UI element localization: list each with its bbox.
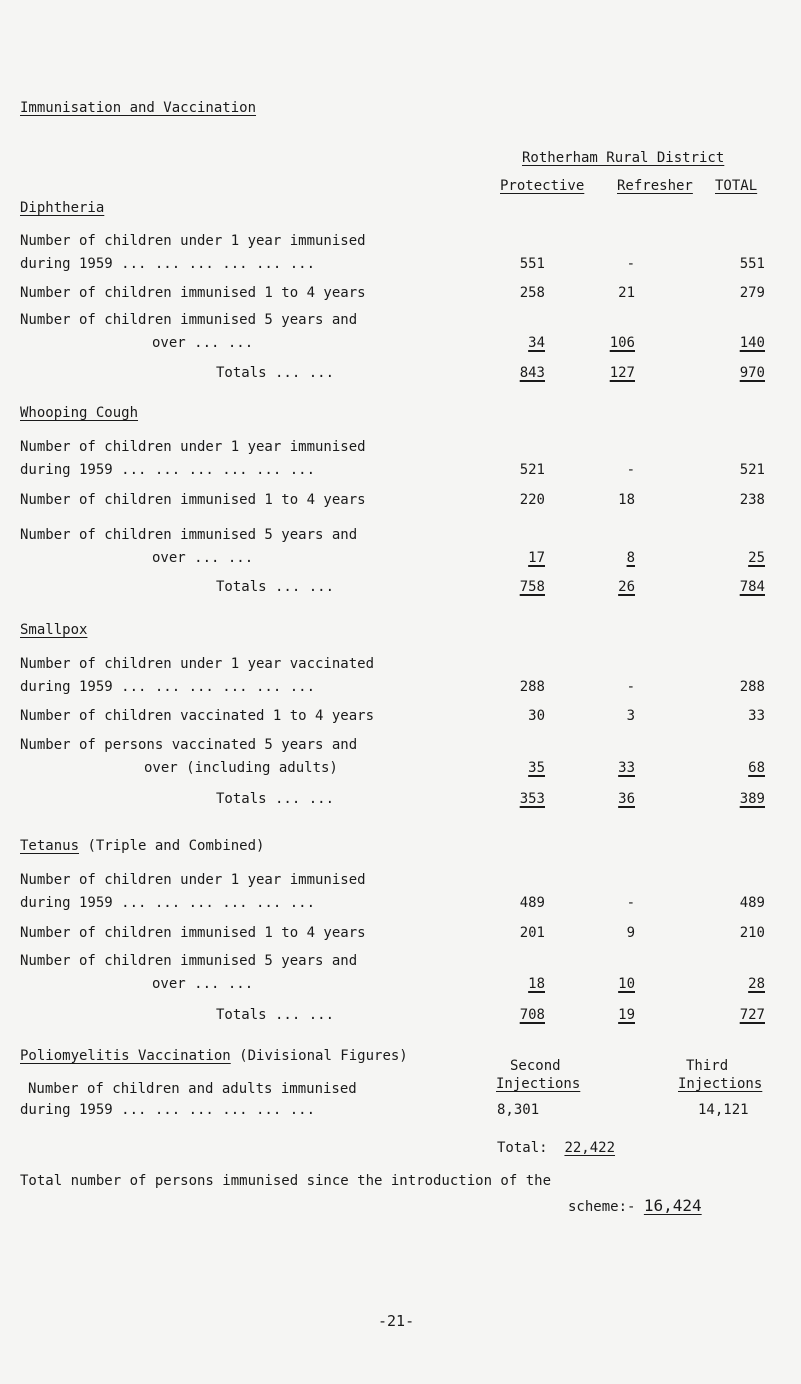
cell-protective: 35	[528, 760, 545, 776]
cell-protective: 34	[528, 335, 545, 351]
total-protective: 708	[519, 1007, 545, 1023]
cell-protective: 489	[519, 895, 545, 911]
cell-refresher: 33	[618, 760, 635, 776]
cell-total: 68	[748, 760, 765, 776]
row-label: Number of persons vaccinated 5 years and	[20, 737, 358, 753]
cell-total: 489	[739, 895, 765, 911]
grand-total-value: 16,424	[643, 1196, 702, 1215]
total-total: 970	[739, 365, 765, 381]
grand-total-line-2	[568, 1198, 702, 1215]
row-label: Number of children immunised 1 to 4 years	[20, 925, 366, 941]
cell-refresher: 3	[626, 708, 635, 724]
cell-total: 210	[739, 925, 765, 941]
page-number: -21-	[378, 1312, 415, 1330]
cell-protective: 30	[528, 708, 545, 724]
cell-total: 140	[739, 335, 765, 351]
totals-label: Totals ... ...	[216, 791, 335, 807]
cell-protective: 17	[528, 550, 545, 566]
total-protective: 843	[519, 365, 545, 381]
cell-refresher: -	[626, 256, 635, 272]
col-refresher-header: Refresher	[617, 178, 693, 194]
row-label: over ... ...	[152, 550, 254, 566]
section-heading-suffix: (Divisional Figures)	[239, 1048, 408, 1064]
row-label: Number of children under 1 year immunised	[20, 872, 366, 888]
row-label: during 1959 ... ... ... ... ... ...	[20, 895, 316, 911]
col-third-header-2: Injections	[678, 1076, 763, 1092]
cell-refresher: -	[626, 462, 635, 478]
cell-protective: 288	[519, 679, 545, 695]
cell-protective: 551	[519, 256, 545, 272]
row-label: Number of children under 1 year vaccinated	[20, 656, 375, 672]
cell-third: 14,121	[698, 1102, 749, 1118]
cell-refresher: 10	[618, 976, 635, 992]
cell-refresher: 106	[609, 335, 635, 351]
col-protective-header: Protective	[500, 178, 585, 194]
section-heading: Whooping Cough	[20, 405, 139, 421]
total-refresher: 127	[609, 365, 635, 381]
total-protective: 758	[519, 579, 545, 595]
section-heading	[20, 838, 264, 854]
cell-protective: 18	[528, 976, 545, 992]
cell-total: 279	[739, 285, 765, 301]
cell-refresher: 9	[626, 925, 635, 941]
row-label: Number of children immunised 5 years and	[20, 312, 358, 328]
cell-protective: 220	[519, 492, 545, 508]
polio-total-value: 22,422	[564, 1140, 616, 1156]
cell-total: 551	[739, 256, 765, 272]
polio-total-label: Total:	[497, 1140, 548, 1156]
page-title: Immunisation and Vaccination	[20, 100, 257, 116]
cell-refresher: -	[626, 895, 635, 911]
row-label: Number of children and adults immunised	[28, 1081, 357, 1097]
row-label: during 1959 ... ... ... ... ... ...	[20, 256, 316, 272]
row-label: during 1959 ... ... ... ... ... ...	[20, 1102, 316, 1118]
row-label: during 1959 ... ... ... ... ... ...	[20, 462, 316, 478]
totals-label: Totals ... ...	[216, 365, 335, 381]
col-third-header: Third	[686, 1058, 729, 1074]
cell-total: 238	[739, 492, 765, 508]
section-heading	[20, 1048, 408, 1064]
cell-protective: 521	[519, 462, 545, 478]
grand-total-label: scheme:-	[568, 1199, 636, 1215]
total-total: 389	[739, 791, 765, 807]
section-heading-main: Poliomyelitis Vaccination	[20, 1048, 231, 1064]
row-label: over (including adults)	[144, 760, 338, 776]
cell-protective: 201	[519, 925, 545, 941]
total-refresher: 26	[618, 579, 635, 595]
cell-refresher: 21	[618, 285, 635, 301]
total-protective: 353	[519, 791, 545, 807]
cell-total: 33	[748, 708, 765, 724]
section-heading-suffix: (Triple and Combined)	[87, 838, 265, 854]
section-heading: Diphtheria	[20, 200, 105, 216]
row-label: Number of children under 1 year immunised	[20, 439, 366, 455]
row-label: Number of children vaccinated 1 to 4 years	[20, 708, 375, 724]
cell-refresher: -	[626, 679, 635, 695]
polio-total	[497, 1140, 615, 1156]
row-label: Number of children immunised 1 to 4 years	[20, 285, 366, 301]
col-total-header: TOTAL	[715, 178, 758, 194]
cell-total: 521	[739, 462, 765, 478]
row-label: Number of children under 1 year immunised	[20, 233, 366, 249]
totals-label: Totals ... ...	[216, 1007, 335, 1023]
row-label: over ... ...	[152, 335, 254, 351]
cell-total: 28	[748, 976, 765, 992]
row-label: Number of children immunised 5 years and	[20, 953, 358, 969]
row-label: over ... ...	[152, 976, 254, 992]
total-total: 727	[739, 1007, 765, 1023]
section-heading: Smallpox	[20, 622, 88, 638]
total-refresher: 19	[618, 1007, 635, 1023]
cell-refresher: 18	[618, 492, 635, 508]
district-header: Rotherham Rural District	[522, 150, 725, 166]
row-label: Number of children immunised 1 to 4 years	[20, 492, 366, 508]
cell-total: 25	[748, 550, 765, 566]
totals-label: Totals ... ...	[216, 579, 335, 595]
col-second-header-2: Injections	[496, 1076, 581, 1092]
cell-protective: 258	[519, 285, 545, 301]
section-heading-main: Tetanus	[20, 838, 80, 854]
grand-total-line-1: Total number of persons immunised since the introduction of the	[20, 1173, 552, 1189]
cell-refresher: 8	[626, 550, 635, 566]
col-second-header: Second	[510, 1058, 561, 1074]
total-total: 784	[739, 579, 765, 595]
row-label: during 1959 ... ... ... ... ... ...	[20, 679, 316, 695]
cell-second: 8,301	[497, 1102, 540, 1118]
total-refresher: 36	[618, 791, 635, 807]
cell-total: 288	[739, 679, 765, 695]
row-label: Number of children immunised 5 years and	[20, 527, 358, 543]
